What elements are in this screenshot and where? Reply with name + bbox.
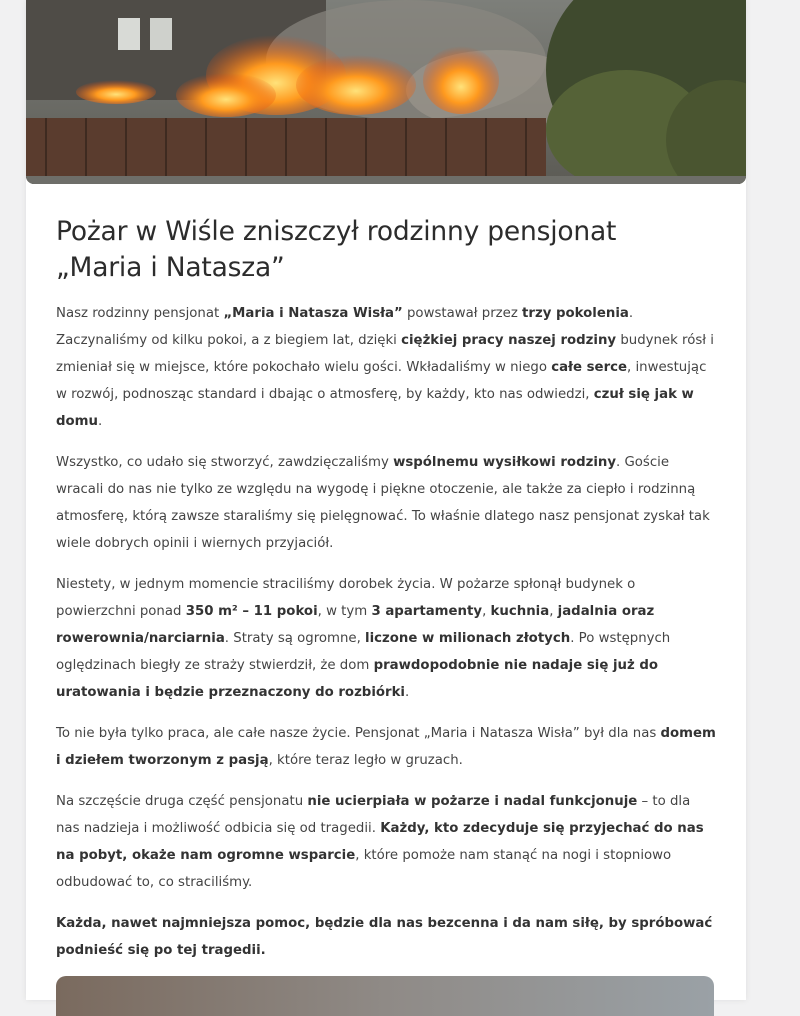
- text-run: powstawał przez: [402, 306, 523, 321]
- text-run: .: [404, 685, 410, 700]
- text-run: .: [97, 414, 103, 429]
- article-title-line2: „Maria i Natasza”: [56, 252, 285, 283]
- bold-text: nie ucierpiała w pożarze i nadal funkcjonuje: [307, 794, 638, 809]
- bold-text: jadalnia oraz rowerownia/narciarnia: [56, 604, 655, 646]
- text-run: budynek rósł i zmieniał się w miejsce, które pokochało wielu gości. Wkładaliśmy w niego: [56, 333, 714, 375]
- text-run: , w tym: [317, 604, 372, 619]
- text-run: Wszystko, co udało się stworzyć, zawdzięczaliśmy: [56, 455, 394, 470]
- article-paragraph-4: [56, 720, 716, 774]
- text-run: . Po wstępnych oględzinach biegły ze straży stwierdził, że dom: [56, 631, 671, 673]
- text-run: ,: [482, 604, 491, 619]
- text-run: . Zaczynaliśmy od kilku pokoi, a z biegiem lat, dzięki: [56, 306, 634, 348]
- bold-text: domem i dziełem tworzonym z pasją: [56, 726, 716, 768]
- bold-text: wspólnemu wysiłkowi rodziny: [393, 455, 617, 470]
- bold-text: trzy pokolenia: [522, 306, 629, 321]
- bold-text: prawdopodobnie nie nadaje się już do uratowania i będzie przeznaczony do rozbiórki: [56, 658, 659, 700]
- bold-text: czuł się jak w domu: [56, 387, 694, 429]
- bold-text: liczone w milionach złotych: [365, 631, 571, 646]
- article-body: [56, 214, 716, 978]
- bold-text: całe serce: [551, 360, 628, 375]
- text-run: , które pomoże nam stanąć na nogi i stopniowo odbudować to, co straciliśmy.: [56, 848, 672, 890]
- text-run: To nie była tylko praca, ale całe nasze życie. Pensjonat „Maria i Natasza Wisła” był dla nas: [56, 726, 661, 741]
- text-run: Na szczęście druga część pensjonatu: [56, 794, 308, 809]
- second-photo: [56, 976, 714, 1016]
- hero-image: [26, 0, 746, 184]
- bold-text: Każdy, kto zdecyduje się przyjechać do nas na pobyt, okaże nam ogromne wsparcie: [56, 821, 704, 863]
- text-run: Nasz rodzinny pensjonat: [56, 306, 224, 321]
- bold-text: „Maria i Natasza Wisła”: [223, 306, 403, 321]
- article-paragraph-2: [56, 449, 716, 557]
- text-run: . Straty są ogromne,: [224, 631, 366, 646]
- text-run: Niestety, w jednym momencie straciliśmy dorobek życia. W pożarze spłonął budynek o powierzchni ponad: [56, 577, 636, 619]
- article-paragraphs: [56, 300, 716, 964]
- article-paragraph-1: [56, 300, 716, 435]
- article-paragraph-5: [56, 788, 716, 896]
- bold-text: 3 apartamenty: [371, 604, 483, 619]
- article-title: [56, 214, 716, 286]
- bold-text: ciężkiej pracy naszej rodziny: [401, 333, 617, 348]
- article-title-line1: Pożar w Wiśle zniszczył rodzinny pensjonat: [56, 216, 617, 247]
- text-run: . Goście wracali do nas nie tylko ze względu na wygodę i piękne otoczenie, ale także za ciepło i rodzinną atmosferę, którą zawsze staraliśmy się pielęgnować. To właśnie dlatego nasz pensjonat zyskał tak wiele dobrych opinii i wiernych przyjaciół.: [56, 455, 710, 551]
- text-run: ,: [549, 604, 558, 619]
- article-paragraph-6: [56, 910, 716, 964]
- bold-text: Każda, nawet najmniejsza pomoc, będzie dla nas bezcenna i da nam siłę, by spróbować podnieść się po tej tragedii.: [56, 916, 713, 958]
- article-paragraph-3: [56, 571, 716, 706]
- bold-text: kuchnia: [490, 604, 550, 619]
- burning-house-photo: [26, 0, 746, 184]
- second-image: [56, 976, 714, 1016]
- text-run: , które teraz legło w gruzach.: [268, 753, 463, 768]
- bold-text: 350 m² – 11 pokoi: [185, 604, 318, 619]
- text-run: , inwestując w rozwój, podnosząc standard i dbając o atmosferę, by każdy, kto nas odwiedzi,: [56, 360, 707, 402]
- text-run: – to dla nas nadzieja i możliwość odbicia się od tragedii.: [56, 794, 691, 836]
